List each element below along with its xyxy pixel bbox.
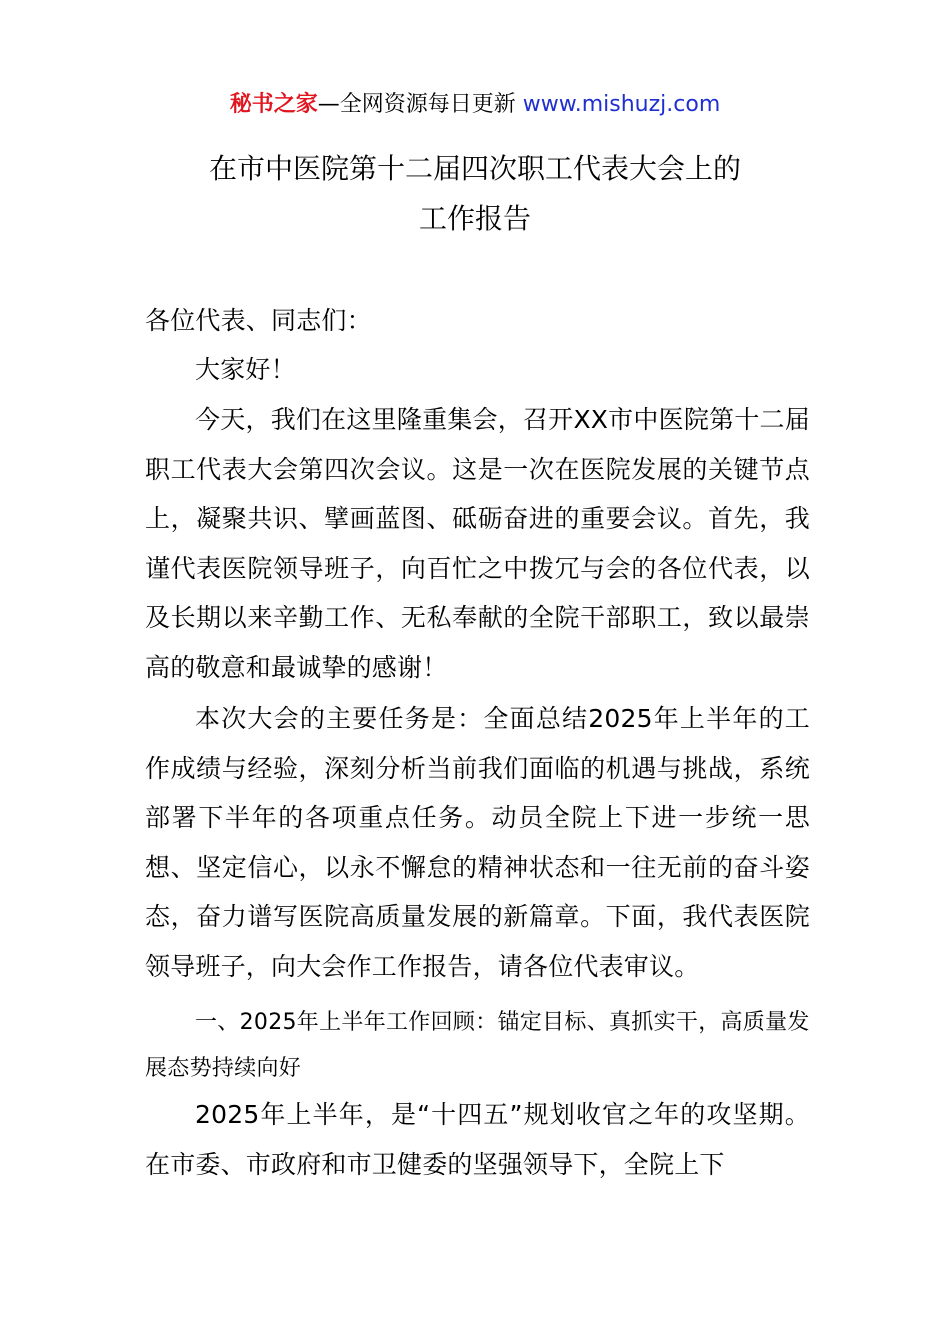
site-header [0, 88, 950, 122]
header-tagline: —全网资源每日更新 [317, 92, 516, 117]
section-heading-1: 一、2025年上半年工作回顾：锚定目标、真抓实干，高质量发展态势持续向好 [145, 1010, 810, 1081]
document-title-line-1: 在市中医院第十二届四次职工代表大会上的 [208, 152, 741, 185]
greeting: 大家好！ [195, 355, 296, 384]
salutation: 各位代表、同志们： [145, 306, 372, 335]
paragraph-review: 2025年上半年，是“十四五”规划收官之年的攻坚期。在市委、市政府和市卫健委的坚强领导下，全院上下 [145, 1100, 810, 1179]
site-url-link[interactable]: www.mishuzj.com [522, 92, 721, 117]
paragraph-main-tasks: 本次大会的主要任务是：全面总结2025年上半年的工作成绩与经验，深刻分析当前我们面临的机遇与挑战，系统部署下半年的各项重点任务。动员全院上下进一步统一思想、坚定信心，以永不懈怠的精神状态和一往无前的奋斗姿态，奋力谱写医院高质量发展的新篇章。下面，我代表医院领导班子，向大会作工作报告，请各位代表审议。 [145, 704, 810, 981]
paragraph-opening: 今天，我们在这里隆重集会，召开XX市中医院第十二届职工代表大会第四次会议。这是一次在医院发展的关键节点上，凝聚共识、擘画蓝图、砥砺奋进的重要会议。首先，我谨代表医院领导班子，向百忙之中拨冗与会的各位代表，以及长期以来辛勤工作、无私奉献的全院干部职工，致以最崇高的敬意和最诚挚的感谢！ [145, 405, 810, 682]
document-title-line-2: 工作报告 [418, 202, 531, 235]
brand-name: 秘书之家 [229, 92, 318, 117]
